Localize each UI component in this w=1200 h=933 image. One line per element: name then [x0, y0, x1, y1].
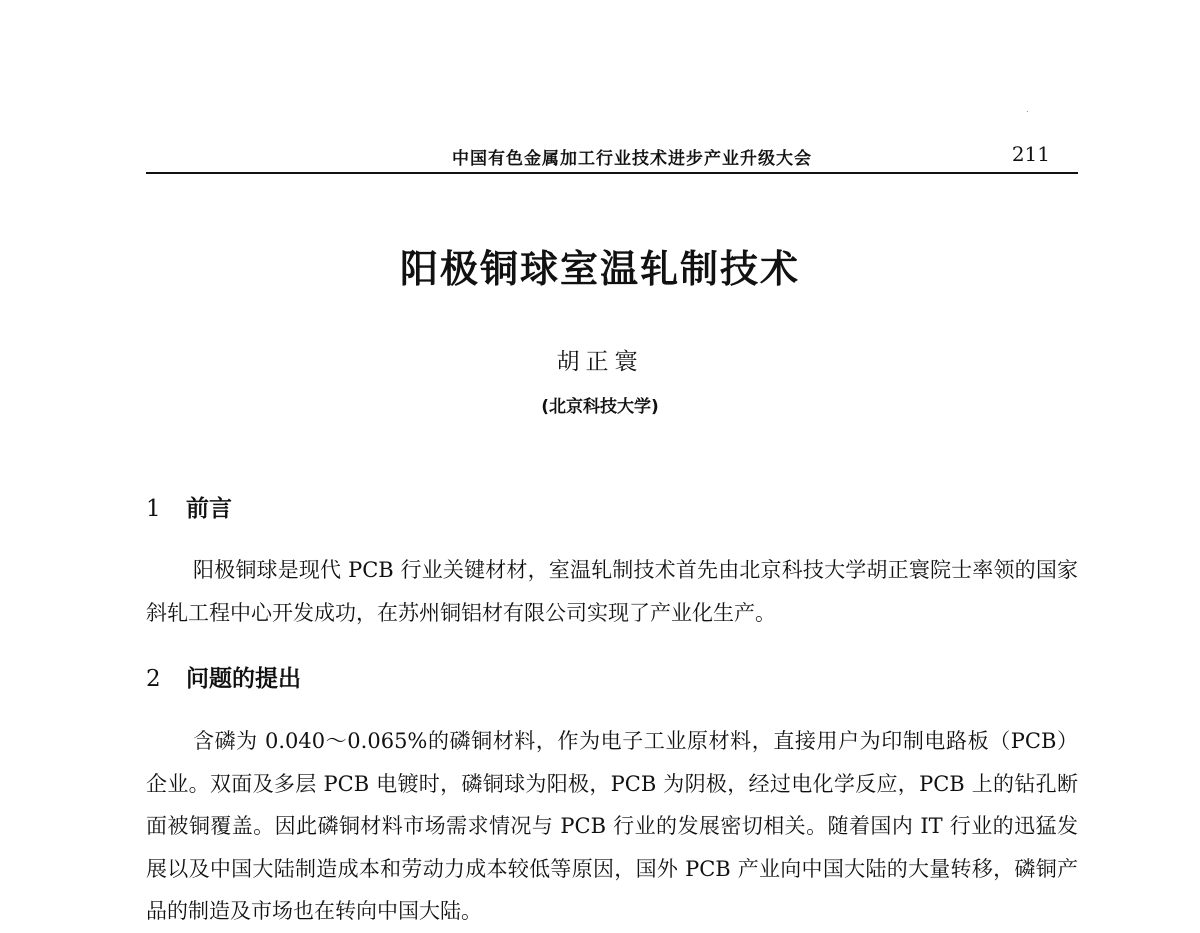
conference-name: 中国有色金属加工行业技术进步产业升级大会: [452, 149, 812, 169]
page-number: 211: [1011, 142, 1050, 166]
paper-title: 阳极铜球室温轧制技术: [399, 246, 800, 291]
section-title: 问题的提出: [186, 666, 301, 692]
author-affiliation: (北京科技大学): [541, 397, 659, 417]
section-number: 1: [146, 496, 161, 522]
section-heading-2: [146, 660, 301, 693]
section-1-paragraph: 阳极铜球是现代 PCB 行业关键材材，室温轧制技术首先由北京科技大学胡正寰院士率领的国家斜轧工程中心开发成功，在苏州铜铝材有限公司实现了产业化生产。: [146, 558, 1078, 625]
section-number: 2: [146, 666, 161, 692]
section-title: 前言: [186, 496, 232, 522]
scan-speck: ᐧ: [1026, 108, 1029, 118]
section-2-paragraph: 含磷为 0.040～0.065%的磷铜材料，作为电子工业原材料，直接用户为印制电路板（PCB）企业。双面及多层 PCB 电镀时，磷铜球为阳极，PCB 为阴极，经过电化学反应，PCB 上的钻孔断面被铜覆盖。因此磷铜材料市场需求情况与 PCB 行业的发展密切相关。随着国内 IT 行业的迅猛发展以及中国大陆制造成本和劳动力成本较低等原因，国外 PCB 产业向中国大陆的大量转移，磷铜产品的制造及市场也在转向中国大陆。: [146, 729, 1078, 923]
running-header: [146, 138, 1078, 174]
section-heading-1: [146, 490, 232, 523]
author-name: 胡正寰: [556, 349, 644, 375]
